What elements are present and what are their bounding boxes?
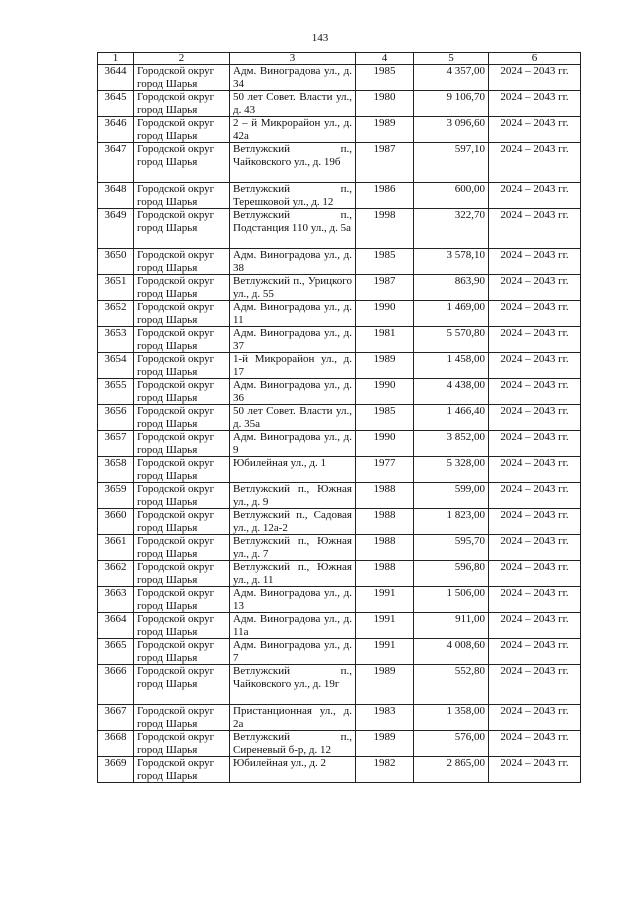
period-cell: 2024 – 2043 гг. — [489, 535, 581, 561]
table-row — [98, 587, 581, 613]
year-cell: 1991 — [356, 639, 414, 665]
district-cell: Городской округ город Шарья — [134, 327, 230, 353]
area-cell: 600,00 — [414, 183, 489, 209]
area-cell: 1 469,00 — [414, 301, 489, 327]
area-cell: 863,90 — [414, 275, 489, 301]
address-cell: Адм. Виноградова ул., д. 13 — [230, 587, 356, 613]
year-cell: 1989 — [356, 353, 414, 379]
district-cell: Городской округ город Шарья — [134, 209, 230, 249]
year-cell: 1989 — [356, 665, 414, 705]
address-cell: Юбилейная ул., д. 2 — [230, 757, 356, 783]
table-row — [98, 91, 581, 117]
period-cell: 2024 – 2043 гг. — [489, 457, 581, 483]
address-cell: Ветлужский п., Сиреневый б-р, д. 12 — [230, 731, 356, 757]
row-number: 3655 — [98, 379, 134, 405]
district-cell: Городской округ город Шарья — [134, 731, 230, 757]
year-cell: 1990 — [356, 379, 414, 405]
address-cell: Пристанционная ул., д. 2а — [230, 705, 356, 731]
area-cell: 4 438,00 — [414, 379, 489, 405]
district-cell: Городской округ город Шарья — [134, 705, 230, 731]
period-cell: 2024 – 2043 гг. — [489, 301, 581, 327]
area-cell: 597,10 — [414, 143, 489, 183]
period-cell: 2024 – 2043 гг. — [489, 405, 581, 431]
row-number: 3652 — [98, 301, 134, 327]
year-cell: 1991 — [356, 613, 414, 639]
column-header: 4 — [356, 53, 414, 65]
address-cell: Ветлужский п., Терешковой ул., д. 12 — [230, 183, 356, 209]
year-cell: 1982 — [356, 757, 414, 783]
period-cell: 2024 – 2043 гг. — [489, 91, 581, 117]
district-cell: Городской округ город Шарья — [134, 275, 230, 301]
year-cell: 1980 — [356, 91, 414, 117]
district-cell: Городской округ город Шарья — [134, 587, 230, 613]
row-number: 3661 — [98, 535, 134, 561]
address-cell: 50 лет Совет. Власти ул., д. 43 — [230, 91, 356, 117]
area-cell: 595,70 — [414, 535, 489, 561]
district-cell: Городской округ город Шарья — [134, 431, 230, 457]
table-row — [98, 65, 581, 91]
row-number: 3650 — [98, 249, 134, 275]
year-cell: 1988 — [356, 561, 414, 587]
period-cell: 2024 – 2043 гг. — [489, 275, 581, 301]
address-cell: 2 – й Микрорайон ул., д. 42а — [230, 117, 356, 143]
row-number: 3653 — [98, 327, 134, 353]
address-cell: Ветлужский п., Южная ул., д. 9 — [230, 483, 356, 509]
table-row — [98, 301, 581, 327]
table-row — [98, 483, 581, 509]
address-cell: 1-й Микрорайон ул., д. 17 — [230, 353, 356, 379]
district-cell: Городской округ город Шарья — [134, 639, 230, 665]
address-cell: Адм. Виноградова ул., д. 38 — [230, 249, 356, 275]
period-cell: 2024 – 2043 гг. — [489, 639, 581, 665]
address-cell: Ветлужский п., Чайковского ул., д. 19б — [230, 143, 356, 183]
address-cell: Ветлужский п., Южная ул., д. 7 — [230, 535, 356, 561]
area-cell: 911,00 — [414, 613, 489, 639]
table-row — [98, 327, 581, 353]
table-row — [98, 275, 581, 301]
district-cell: Городской округ город Шарья — [134, 405, 230, 431]
table-row — [98, 757, 581, 783]
table-row — [98, 183, 581, 209]
column-header: 5 — [414, 53, 489, 65]
row-number: 3654 — [98, 353, 134, 379]
area-cell: 1 823,00 — [414, 509, 489, 535]
area-cell: 1 358,00 — [414, 705, 489, 731]
period-cell: 2024 – 2043 гг. — [489, 705, 581, 731]
area-cell: 552,80 — [414, 665, 489, 705]
period-cell: 2024 – 2043 гг. — [489, 613, 581, 639]
address-cell: Адм. Виноградова ул., д. 7 — [230, 639, 356, 665]
district-cell: Городской округ город Шарья — [134, 301, 230, 327]
year-cell: 1990 — [356, 431, 414, 457]
area-cell: 599,00 — [414, 483, 489, 509]
address-cell: Адм. Виноградова ул., д. 36 — [230, 379, 356, 405]
table-row — [98, 535, 581, 561]
year-cell: 1989 — [356, 117, 414, 143]
period-cell: 2024 – 2043 гг. — [489, 249, 581, 275]
area-cell: 5 570,80 — [414, 327, 489, 353]
year-cell: 1986 — [356, 183, 414, 209]
period-cell: 2024 – 2043 гг. — [489, 353, 581, 379]
address-cell: 50 лет Совет. Власти ул., д. 35а — [230, 405, 356, 431]
address-cell: Адм. Виноградова ул., д. 34 — [230, 65, 356, 91]
row-number: 3664 — [98, 613, 134, 639]
district-cell: Городской округ город Шарья — [134, 249, 230, 275]
row-number: 3660 — [98, 509, 134, 535]
area-cell: 1 506,00 — [414, 587, 489, 613]
period-cell: 2024 – 2043 гг. — [489, 209, 581, 249]
year-cell: 1987 — [356, 275, 414, 301]
period-cell: 2024 – 2043 гг. — [489, 757, 581, 783]
row-number: 3659 — [98, 483, 134, 509]
district-cell: Городской округ город Шарья — [134, 379, 230, 405]
row-number: 3645 — [98, 91, 134, 117]
area-cell: 5 328,00 — [414, 457, 489, 483]
row-number: 3666 — [98, 665, 134, 705]
header-row — [98, 53, 581, 65]
address-cell: Ветлужский п., Садовая ул., д. 12а-2 — [230, 509, 356, 535]
district-cell: Городской округ город Шарья — [134, 561, 230, 587]
row-number: 3667 — [98, 705, 134, 731]
address-cell: Адм. Виноградова ул., д. 11а — [230, 613, 356, 639]
district-cell: Городской округ город Шарья — [134, 457, 230, 483]
district-cell: Городской округ город Шарья — [134, 483, 230, 509]
period-cell: 2024 – 2043 гг. — [489, 431, 581, 457]
row-number: 3657 — [98, 431, 134, 457]
address-cell: Адм. Виноградова ул., д. 11 — [230, 301, 356, 327]
page-number: 143 — [311, 32, 329, 44]
row-number: 3647 — [98, 143, 134, 183]
area-cell: 1 458,00 — [414, 353, 489, 379]
address-cell: Адм. Виноградова ул., д. 37 — [230, 327, 356, 353]
address-cell: Ветлужский п., Урицкого ул., д. 55 — [230, 275, 356, 301]
district-cell: Городской округ город Шарья — [134, 757, 230, 783]
row-number: 3648 — [98, 183, 134, 209]
table-row — [98, 639, 581, 665]
period-cell: 2024 – 2043 гг. — [489, 327, 581, 353]
table-row — [98, 143, 581, 183]
year-cell: 1977 — [356, 457, 414, 483]
period-cell: 2024 – 2043 гг. — [489, 509, 581, 535]
row-number: 3663 — [98, 587, 134, 613]
table-row — [98, 353, 581, 379]
district-cell: Городской округ город Шарья — [134, 143, 230, 183]
year-cell: 1991 — [356, 587, 414, 613]
row-number: 3665 — [98, 639, 134, 665]
row-number: 3669 — [98, 757, 134, 783]
area-cell: 3 096,60 — [414, 117, 489, 143]
row-number: 3656 — [98, 405, 134, 431]
table-row — [98, 731, 581, 757]
year-cell: 1990 — [356, 301, 414, 327]
table-row — [98, 209, 581, 249]
address-cell: Ветлужский п., Чайковского ул., д. 19г — [230, 665, 356, 705]
period-cell: 2024 – 2043 гг. — [489, 483, 581, 509]
column-header: 2 — [134, 53, 230, 65]
year-cell: 1981 — [356, 327, 414, 353]
row-number: 3646 — [98, 117, 134, 143]
table-row — [98, 249, 581, 275]
table-row — [98, 117, 581, 143]
district-cell: Городской округ город Шарья — [134, 353, 230, 379]
district-cell: Городской округ город Шарья — [134, 117, 230, 143]
area-cell: 4 357,00 — [414, 65, 489, 91]
row-number: 3651 — [98, 275, 134, 301]
row-number: 3662 — [98, 561, 134, 587]
district-cell: Городской округ город Шарья — [134, 509, 230, 535]
address-cell: Ветлужский п., Подстанция 110 ул., д. 5а — [230, 209, 356, 249]
year-cell: 1989 — [356, 731, 414, 757]
column-header: 6 — [489, 53, 581, 65]
year-cell: 1985 — [356, 65, 414, 91]
row-number: 3644 — [98, 65, 134, 91]
row-number: 3658 — [98, 457, 134, 483]
year-cell: 1985 — [356, 405, 414, 431]
period-cell: 2024 – 2043 гг. — [489, 379, 581, 405]
period-cell: 2024 – 2043 гг. — [489, 665, 581, 705]
column-header: 3 — [230, 53, 356, 65]
period-cell: 2024 – 2043 гг. — [489, 561, 581, 587]
period-cell: 2024 – 2043 гг. — [489, 65, 581, 91]
address-cell: Юбилейная ул., д. 1 — [230, 457, 356, 483]
year-cell: 1985 — [356, 249, 414, 275]
district-cell: Городской округ город Шарья — [134, 665, 230, 705]
housing-register-table — [97, 52, 581, 783]
period-cell: 2024 – 2043 гг. — [489, 731, 581, 757]
area-cell: 3 578,10 — [414, 249, 489, 275]
year-cell: 1988 — [356, 483, 414, 509]
column-header: 1 — [98, 53, 134, 65]
district-cell: Городской округ город Шарья — [134, 65, 230, 91]
district-cell: Городской округ город Шарья — [134, 535, 230, 561]
table-row — [98, 613, 581, 639]
row-number: 3668 — [98, 731, 134, 757]
table-row — [98, 665, 581, 705]
table-row — [98, 405, 581, 431]
area-cell: 596,80 — [414, 561, 489, 587]
district-cell: Городской округ город Шарья — [134, 183, 230, 209]
period-cell: 2024 – 2043 гг. — [489, 143, 581, 183]
table-row — [98, 561, 581, 587]
table-row — [98, 379, 581, 405]
year-cell: 1998 — [356, 209, 414, 249]
area-cell: 9 106,70 — [414, 91, 489, 117]
district-cell: Городской округ город Шарья — [134, 613, 230, 639]
address-cell: Адм. Виноградова ул., д. 9 — [230, 431, 356, 457]
table-row — [98, 457, 581, 483]
year-cell: 1983 — [356, 705, 414, 731]
period-cell: 2024 – 2043 гг. — [489, 183, 581, 209]
table-row — [98, 431, 581, 457]
year-cell: 1988 — [356, 509, 414, 535]
table-row — [98, 705, 581, 731]
area-cell: 3 852,00 — [414, 431, 489, 457]
table-row — [98, 509, 581, 535]
area-cell: 4 008,60 — [414, 639, 489, 665]
area-cell: 322,70 — [414, 209, 489, 249]
year-cell: 1988 — [356, 535, 414, 561]
area-cell: 2 865,00 — [414, 757, 489, 783]
district-cell: Городской округ город Шарья — [134, 91, 230, 117]
address-cell: Ветлужский п., Южная ул., д. 11 — [230, 561, 356, 587]
year-cell: 1987 — [356, 143, 414, 183]
period-cell: 2024 – 2043 гг. — [489, 117, 581, 143]
row-number: 3649 — [98, 209, 134, 249]
area-cell: 576,00 — [414, 731, 489, 757]
period-cell: 2024 – 2043 гг. — [489, 587, 581, 613]
area-cell: 1 466,40 — [414, 405, 489, 431]
